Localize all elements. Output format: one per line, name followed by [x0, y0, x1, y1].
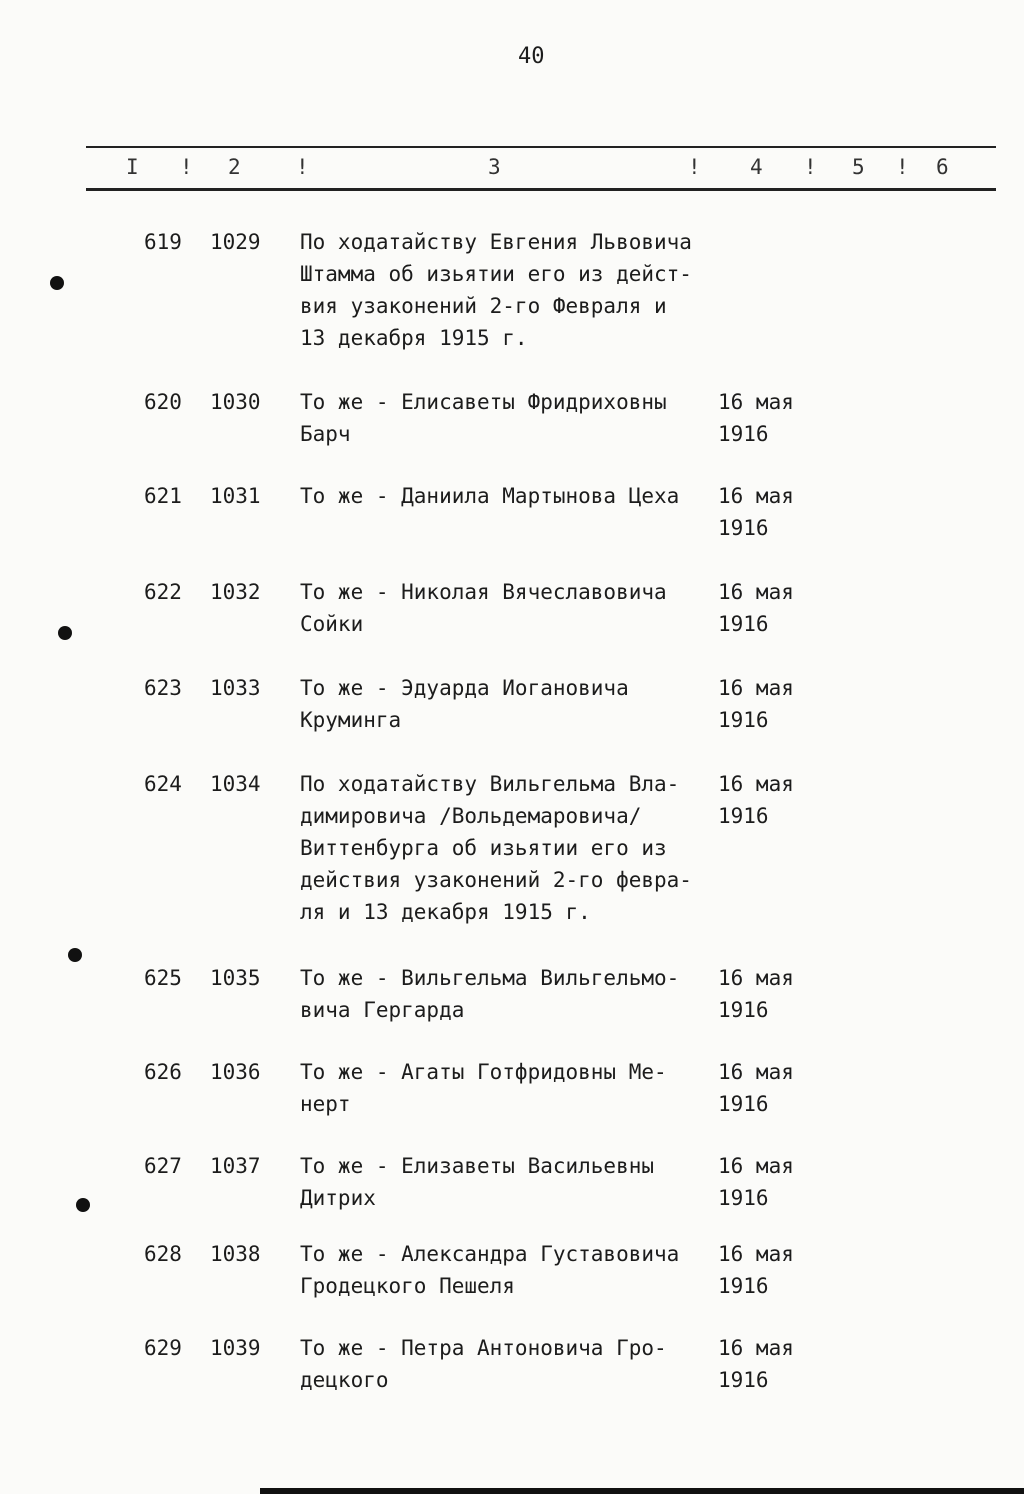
record-date: 16 мая 1916 — [718, 676, 794, 732]
record-number: 625 — [144, 966, 182, 990]
document-number: 1034 — [210, 772, 261, 796]
record-number: 621 — [144, 484, 182, 508]
record-description: То же - Вильгельма Вильгельмо- вича Гергарда — [300, 966, 680, 1022]
header-col-3: 3 — [488, 155, 501, 179]
record-description: То же - Даниила Мартынова Цеха — [300, 484, 680, 508]
record-description: То же - Елизаветы Васильевны Дитрих — [300, 1154, 655, 1210]
document-number: 1035 — [210, 966, 261, 990]
record-date: 16 мая 1916 — [718, 390, 794, 446]
document-number: 1038 — [210, 1242, 261, 1266]
page-bottom-edge — [260, 1488, 1024, 1494]
record-date: 16 мая 1916 — [718, 580, 794, 636]
record-date: 16 мая 1916 — [718, 1154, 794, 1210]
record-description: То же - Александра Густавовича Гродецкого Пешеля — [300, 1242, 680, 1298]
record-description: По ходатайству Евгения Львовича Штамма об изьятии его из дейст- вия узаконений 2-го Февраля и 13 декабря 1915 г. — [300, 230, 692, 350]
document-number: 1033 — [210, 676, 261, 700]
record-number: 619 — [144, 230, 182, 254]
record-date: 16 мая 1916 — [718, 1336, 794, 1392]
binder-hole — [76, 1198, 90, 1212]
header-col-2: 2 — [228, 155, 241, 179]
header-separator: ! — [296, 155, 309, 179]
binder-hole — [68, 948, 82, 962]
record-number: 628 — [144, 1242, 182, 1266]
record-description: То же - Петра Антоновича Гро- децкого — [300, 1336, 667, 1392]
header-separator: ! — [896, 155, 909, 179]
record-date: 16 мая 1916 — [718, 966, 794, 1022]
record-number: 626 — [144, 1060, 182, 1084]
record-number: 627 — [144, 1154, 182, 1178]
header-col-6: 6 — [936, 155, 949, 179]
header-col-5: 5 — [852, 155, 865, 179]
document-number: 1031 — [210, 484, 261, 508]
header-separator: ! — [688, 155, 701, 179]
record-description: То же - Елисаветы Фридриховны Барч — [300, 390, 667, 446]
record-number: 623 — [144, 676, 182, 700]
record-description: По ходатайству Вильгельма Вла- димировича /Вольдемаровича/ Виттенбурга об изьятии его из действия узаконений 2-го февра- ля и 13 декабря 1915 г. — [300, 772, 692, 924]
document-number: 1039 — [210, 1336, 261, 1360]
record-description: То же - Эдуарда Иогановича Круминга — [300, 676, 629, 732]
page-number: 40 — [518, 44, 545, 69]
table-header-rule — [86, 188, 996, 191]
header-separator: ! — [180, 155, 193, 179]
record-number: 629 — [144, 1336, 182, 1360]
record-number: 624 — [144, 772, 182, 796]
record-number: 620 — [144, 390, 182, 414]
document-number: 1037 — [210, 1154, 261, 1178]
header-col-1: I — [126, 155, 139, 179]
document-number: 1030 — [210, 390, 261, 414]
table-header — [0, 155, 1024, 185]
record-date: 16 мая 1916 — [718, 1242, 794, 1298]
record-description: То же - Николая Вячеславовича Сойки — [300, 580, 667, 636]
record-date: 16 мая 1916 — [718, 1060, 794, 1116]
record-description: То же - Агаты Готфридовны Ме- нерт — [300, 1060, 667, 1116]
table-top-rule — [86, 146, 996, 148]
record-date: 16 мая 1916 — [718, 484, 794, 540]
record-date: 16 мая 1916 — [718, 772, 794, 828]
document-number: 1036 — [210, 1060, 261, 1084]
document-number: 1029 — [210, 230, 261, 254]
record-number: 622 — [144, 580, 182, 604]
document-number: 1032 — [210, 580, 261, 604]
header-col-4: 4 — [750, 155, 763, 179]
header-separator: ! — [804, 155, 817, 179]
binder-hole — [58, 626, 72, 640]
binder-hole — [50, 276, 64, 290]
